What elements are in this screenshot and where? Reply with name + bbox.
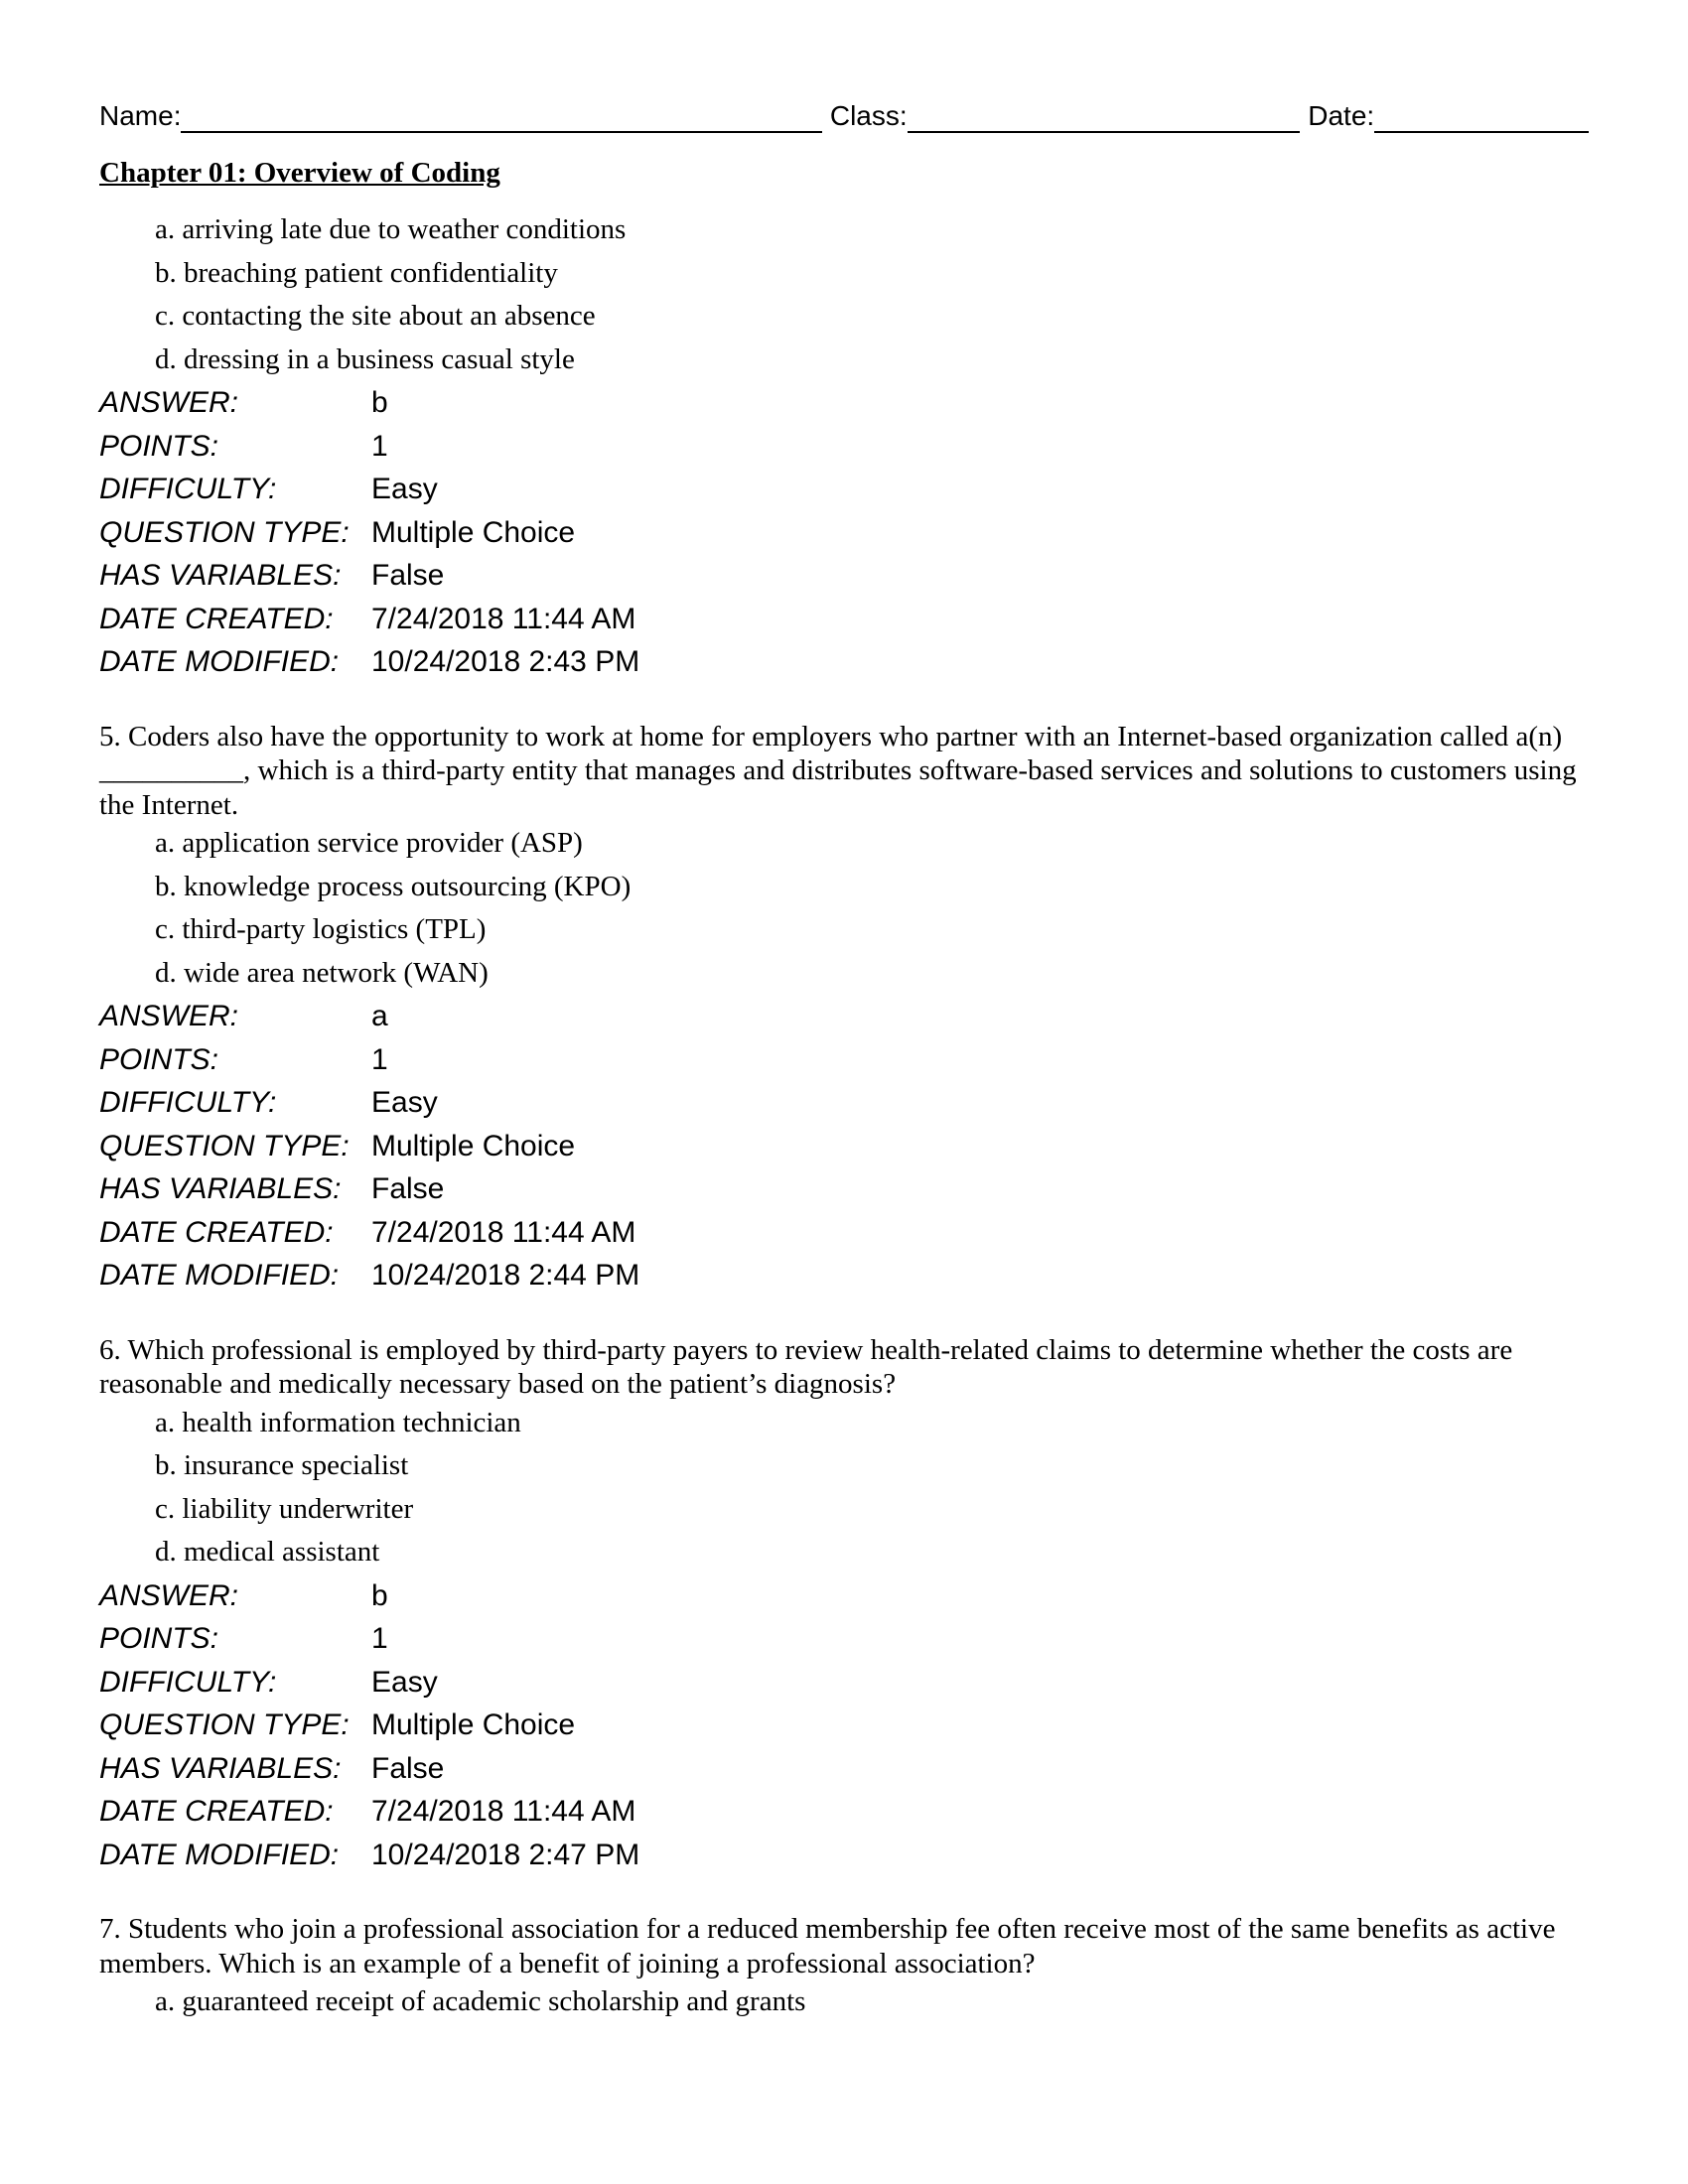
meta-date-created: DATE CREATED: 7/24/2018 11:44 AM <box>99 1795 636 1828</box>
question-7 <box>99 1912 1589 2024</box>
meta-date-modified: DATE MODIFIED: 10/24/2018 2:44 PM <box>99 1259 640 1292</box>
name-line <box>181 101 821 133</box>
class-label: Class: <box>829 100 908 131</box>
question-4 <box>99 208 1589 684</box>
meta-has-variables: HAS VARIABLES: False <box>99 1172 445 1205</box>
question-text: 5. Coders also have the opportunity to work at home for employers who partner with an Internet-based organization called a(n) __________, which is a third-party entity that manages and distributes software-based services and solutions to customers using the Internet. <box>99 720 1577 821</box>
option-a: a. application service provider (ASP) <box>155 827 583 859</box>
option-a: a. health information technician <box>155 1406 521 1438</box>
meta-question-type: QUESTION TYPE: Multiple Choice <box>99 515 576 549</box>
meta-answer: ANSWER: b <box>99 386 388 419</box>
meta-difficulty: DIFFICULTY: Easy <box>99 1665 438 1699</box>
meta-difficulty: DIFFICULTY: Easy <box>99 473 438 505</box>
answer-options <box>99 1402 1589 1574</box>
meta-answer: ANSWER: a <box>99 1000 388 1032</box>
meta-question-type: QUESTION TYPE: Multiple Choice <box>99 1708 576 1741</box>
meta-has-variables: HAS VARIABLES: False <box>99 559 445 592</box>
answer-options <box>99 208 1589 381</box>
option-d: d. medical assistant <box>155 1536 380 1568</box>
question-metadata <box>99 995 1589 1297</box>
header-fields <box>99 97 1589 133</box>
date-line <box>1374 101 1589 133</box>
meta-has-variables: HAS VARIABLES: False <box>99 1751 445 1785</box>
document-page <box>99 97 1589 2024</box>
option-c: c. third-party logistics (TPL) <box>155 913 487 945</box>
name-label: Name: <box>99 100 182 131</box>
option-a: a. guaranteed receipt of academic scholarship and grants <box>155 1985 806 2017</box>
question-text: 7. Students who join a professional association for a reduced membership fee often receive most of the same benefits as active members. Which is an example of a benefit of joining a professional association? <box>99 1913 1556 1979</box>
meta-date-modified: DATE MODIFIED: 10/24/2018 2:43 PM <box>99 645 640 678</box>
date-label: Date: <box>1308 100 1375 131</box>
meta-points: POINTS: 1 <box>99 1622 388 1655</box>
meta-difficulty: DIFFICULTY: Easy <box>99 1086 438 1119</box>
question-metadata <box>99 381 1589 684</box>
meta-date-created: DATE CREATED: 7/24/2018 11:44 AM <box>99 1215 636 1249</box>
option-c: c. liability underwriter <box>155 1492 414 1525</box>
meta-points: POINTS: 1 <box>99 429 388 463</box>
option-d: d. wide area network (WAN) <box>155 956 489 989</box>
option-b: b. breaching patient confidentiality <box>155 256 558 289</box>
meta-answer: ANSWER: b <box>99 1578 388 1612</box>
chapter-title: Chapter 01: Overview of Coding <box>99 157 500 189</box>
option-d: d. dressing in a business casual style <box>155 342 575 375</box>
option-c: c. contacting the site about an absence <box>155 300 596 332</box>
answer-options <box>99 1980 1589 2024</box>
option-a: a. arriving late due to weather conditions <box>155 213 627 245</box>
meta-date-created: DATE CREATED: 7/24/2018 11:44 AM <box>99 602 636 635</box>
meta-question-type: QUESTION TYPE: Multiple Choice <box>99 1129 576 1162</box>
meta-date-modified: DATE MODIFIED: 10/24/2018 2:47 PM <box>99 1838 640 1871</box>
question-5 <box>99 720 1589 1297</box>
question-metadata <box>99 1574 1589 1877</box>
option-b: b. insurance specialist <box>155 1449 409 1481</box>
option-b: b. knowledge process outsourcing (KPO) <box>155 870 632 902</box>
answer-options <box>99 822 1589 995</box>
class-line <box>908 101 1301 133</box>
question-6 <box>99 1333 1589 1877</box>
meta-points: POINTS: 1 <box>99 1042 388 1076</box>
question-text: 6. Which professional is employed by third-party payers to review health-related claims to determine whether the costs are reasonable and medically necessary based on the patient’s diagnosis? <box>99 1333 1513 1400</box>
